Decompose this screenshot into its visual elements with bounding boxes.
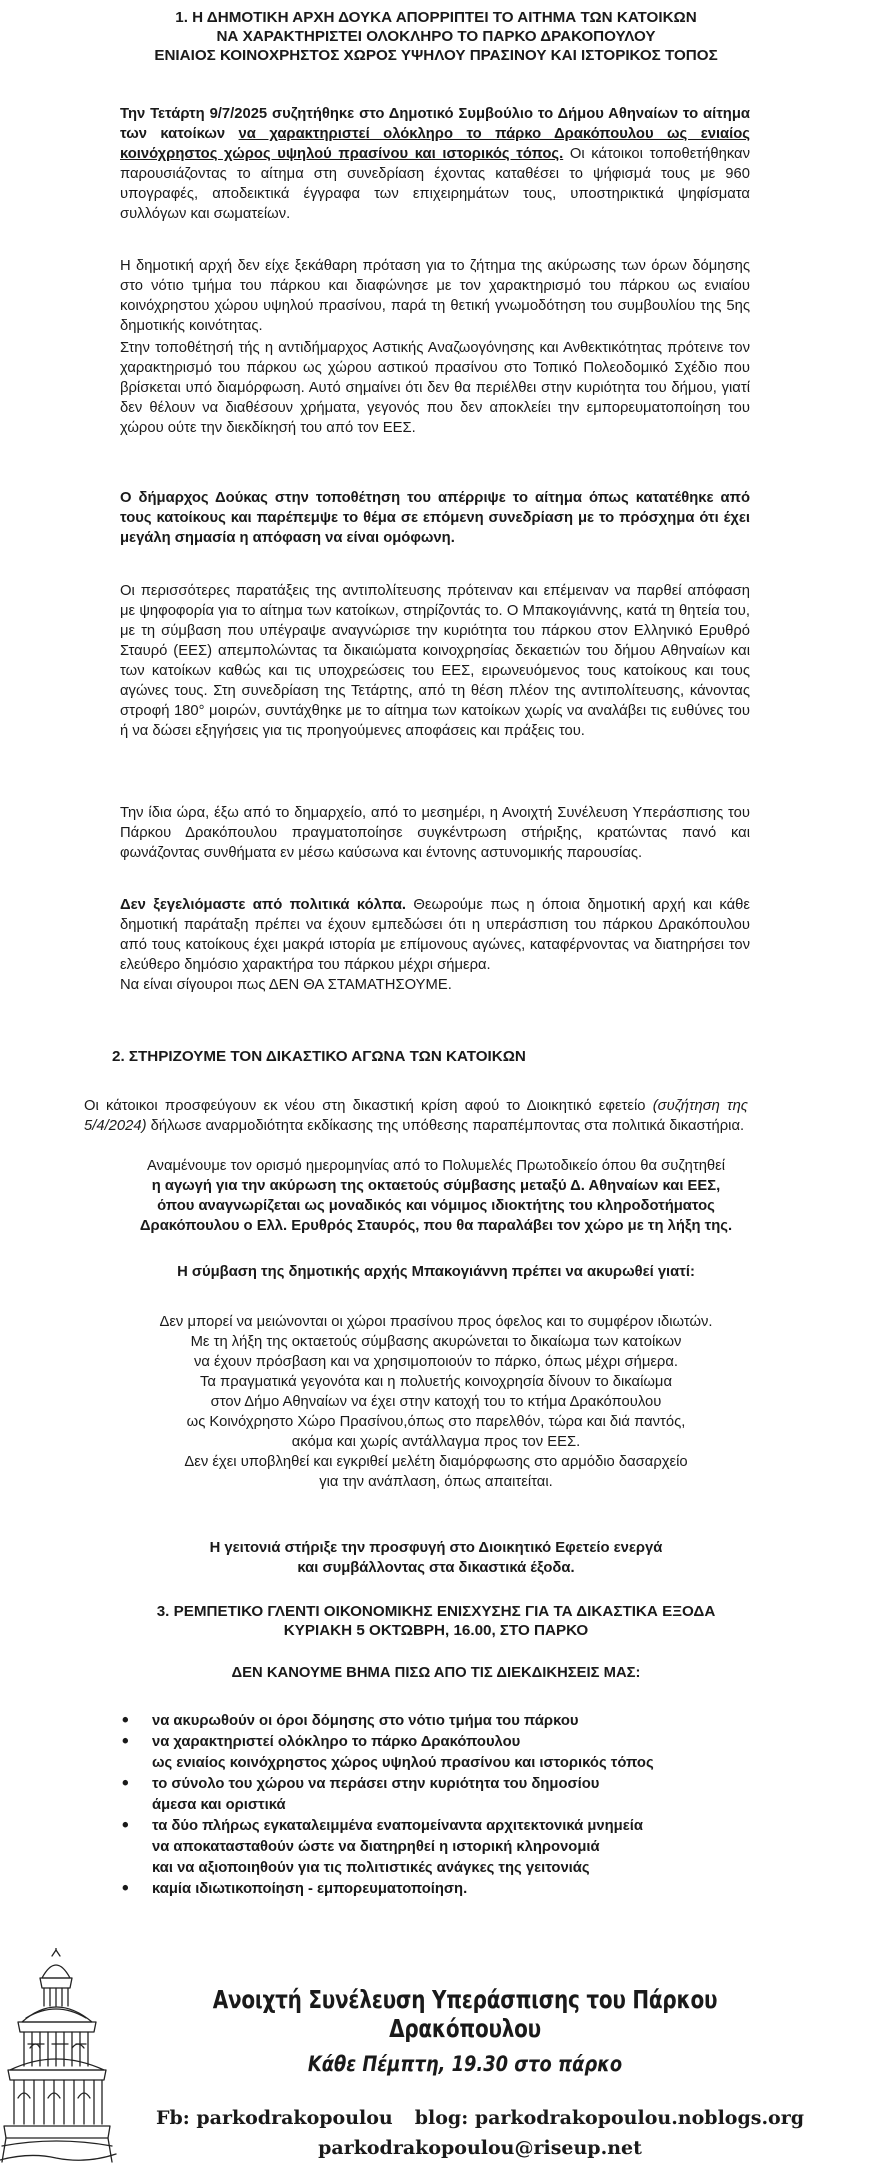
section2-support-note [0, 1538, 872, 1578]
demand-line: και να αξιοποιηθούν για τις πολιτιστικές ανάγκες της γειτονιάς [152, 1860, 590, 1876]
section1-title [0, 8, 872, 65]
reason-line: για την ανάπλαση, όπως απαιτείται. [319, 1474, 553, 1490]
park-tower-drawing [0, 1948, 120, 2174]
demand-line: άμεσα και οριστικά [152, 1797, 286, 1813]
section1-title-line1: 1. Η ΔΗΜΟΤΙΚΗ ΑΡΧΗ ΔΟΥΚΑ ΑΠΟΡΡΙΠΤΕΙ ΤΟ ΑΙΤΗΜΑ ΤΩΝ ΚΑΤΟΙΚΩΝ [175, 9, 697, 26]
blog-link[interactable]: blog: parkodrakopoulou.noblogs.org [414, 2107, 805, 2129]
demands-heading: ΔΕΝ ΚΑΝΟΥΜΕ ΒΗΜΑ ΠΙΣΩ ΑΠΟ ΤΙΣ ΔΙΕΚΔΙΚΗΣΕΙΣ ΜΑΣ: [231, 1665, 641, 1681]
s2p2-line4: Δρακόπουλου ο Ελλ. Ερυθρός Σταυρός, που θα παραλάβει τον χώρο με τη λήξη της. [139, 1218, 733, 1234]
support-line2: και συμβάλλοντας στα δικαστικά έξοδα. [297, 1560, 575, 1576]
p1-rest-text: Οι κάτοικοι τοποθετήθηκαν παρουσιάζοντας το αίτημα στη συνεδρίαση έχοντας καταθέσει το ψήφισμά τους με 960 υπογραφές, αποδεικτικά έγγραφα των επιχειρημάτων τους, υποστηρικτικά ψηφίσματα συλλόγων και σωματείων. [120, 146, 750, 222]
section1-paragraph1 [120, 104, 750, 224]
list-item [118, 1732, 778, 1774]
s2p2-line1: Αναμένουμε τον ορισμό ημερομηνίας από το Πολυμελές Πρωτοδικείο όπου θα συζητηθεί [146, 1158, 726, 1174]
s2p1-text-a: Οι κάτοικοι προσφεύγουν εκ νέου στη δικαστική κρίση αφού το Διοικητικό εφετείο [84, 1098, 653, 1114]
section1-closing-line: Να είναι σίγουροι πως ΔΕΝ ΘΑ ΣΤΑΜΑΤΗΣΟΥΜΕ. [120, 977, 452, 993]
reason-line: Με τη λήξη της οκταετούς σύμβασης ακυρώνεται το δικαίωμα των κατοίκων [190, 1334, 682, 1350]
reason-line: Τα πραγματικά γεγονότα και η πολυετής κοινοχρησία δίνουν το δικαίωμα [199, 1374, 672, 1390]
section2-reasons [0, 1312, 872, 1492]
section1-paragraph6: Την ίδια ώρα, έξω από το δημαρχείο, από το μεσημέρι, η Ανοιχτή Συνέλευση Υπεράσπισης του Πάρκου Δρακόπουλου πραγματοποίησε συγκέντρωση στήριξης, κρατώντας πανό και φωνάζοντας συνθήματα εν μέσω καύσωνα και έντονης αστυνομικής παρουσίας. [120, 805, 750, 861]
s2p2-line2: η αγωγή για την ακύρωση της οκταετούς σύμβασης μεταξύ Δ. Αθηναίων και ΕΕΣ, [151, 1178, 721, 1194]
section1-paragraph3: Στην τοποθέτησή τής η αντιδήμαρχος Αστικής Αναζωογόνησης και Ανθεκτικότητας πρότεινε τον χαρακτηρισμό του πάρκου ως χώρου αστικού πρασίνου στο Τοπικό Πολεοδομικό Σχέδιο που βρίσκεται υπό διαμόρφωση. Αυτό σημαίνει ότι δεν θα περιέλθει στην κυριότητα του δήμου, γιατί δεν θέλουν να διαθέσουν χρήματα, γεγονός που δεν αποκλείει την εμπορευματοποίηση του χώρου ούτε την διεκδίκησή του από τον ΕΕΣ. [120, 340, 750, 436]
demand-line: • το σύνολο του χώρου να περάσει στην κυριότητα του δημοσίου [152, 1776, 600, 1792]
section3-title-line1: 3. ΡΕΜΠΕΤΙΚΟ ΓΛΕΝΤΙ ΟΙΚΟΝΟΜΙΚΗΣ ΕΝΙΣΧΥΣΗΣ ΓΙΑ ΤΑ ΔΙΚΑΣΤΙΚΑ ΕΞΟΔΑ [156, 1603, 716, 1620]
footer-assembly-name: Ανοιχτή Συνέλευση Υπεράσπισης του Πάρκου Δρακόπουλου [212, 1985, 718, 2043]
p7-rest-text: Θεωρούμε πως η όποια δημοτική αρχή και κάθε δημοτική παράταξη πρέπει να έχουν εμπεδώσει ότι η υπεράσπιση του πάρκου Δρακόπουλου από τους κατοίκους έχει μακρά ιστορία με επίμονους αγώνες, καταφέρνοντας να διατηρήσει τον ελεύθερο δημόσιο χαρακτήρα του πάρκου μέχρι σήμερα. [120, 897, 750, 973]
demand-line: • να ακυρωθούν οι όροι δόμησης στο νότιο τμήμα του πάρκου [152, 1713, 579, 1729]
reason-line: ακόμα και χωρίς αντάλλαγμα προς τον ΕΕΣ. [291, 1434, 581, 1450]
section2-paragraph1 [84, 1096, 748, 1136]
email-link[interactable]: parkodrakopoulou@riseup.net [318, 2137, 642, 2159]
footer-social-line [130, 2103, 830, 2133]
list-item [118, 1879, 778, 1900]
p1-bold-text: Την Τετάρτη 9/7/2025 συζητήθηκε στο Δημοτικό Συμβούλιο το Δήμου Αθηναίων το αίτημα των κατοίκων [120, 106, 750, 142]
reason-line: να έχουν πρόσβαση και να χρησιμοποιούν το πάρκο, όπως μέχρι σήμερα. [193, 1354, 679, 1370]
s2p1-text-b: δήλωσε αναρμοδιότητα εκδίκασης της υπόθεσης παραπέμποντας στα πολιτικά δικαστήρια. [146, 1118, 745, 1134]
section1-paragraph4: Ο δήμαρχος Δούκας στην τοποθέτηση του απέρριψε το αίτημα όπως κατατέθηκε από τους κατοίκους και παρέπεμψε το θέμα σε επόμενη συνεδρίαση με το πρόσχημα ότι έχει μεγάλη σημασία η απόφαση να είναι ομόφωνη. [120, 490, 750, 546]
section3-title-line2: ΚΥΡΙΑΚΗ 5 ΟΚΤΩΒΡΗ, 16.00, ΣΤΟ ΠΑΡΚΟ [283, 1622, 589, 1639]
support-line1: Η γειτονιά στήριξε την προσφυγή στο Διοικητικό Εφετείο ενεργά [209, 1540, 663, 1556]
section3-title [0, 1602, 872, 1640]
list-item [118, 1774, 778, 1816]
footer-links [130, 2103, 830, 2163]
demand-line: • τα δύο πλήρως εγκαταλειμμένα εναπομείναντα αρχιτεκτονικά μνημεία [152, 1818, 643, 1834]
demand-line: • καμία ιδιωτικοποίηση - εμπορευματοποίηση. [152, 1881, 468, 1897]
reason-line: ως Κοινόχρηστο Χώρο Πρασίνου,όπως στο παρελθόν, τώρα και διά παντός, [186, 1414, 686, 1430]
p7-bold-text: Δεν ξεγελιόμαστε από πολιτικά κόλπα. [120, 897, 407, 913]
reason-line: Δεν έχει υποβληθεί και εγκριθεί μελέτη διαμόρφωσης στο αρμόδιο δασαρχείο [184, 1454, 688, 1470]
section1-paragraph2: Η δημοτική αρχή δεν είχε ξεκάθαρη πρόταση για το ζήτημα της ακύρωσης των όρων δόμησης στο νότιο τμήμα του πάρκου και διαφώνησε με τον χαρακτηρισμό του πάρκου ως ενιαίου κοινόχρηστου χώρου υψηλού πρασίνου, παρά τη θετική γνωμοδότηση του συμβουλίου της 5ης δημοτικής κοινότητας. [120, 258, 750, 334]
p1-underlined-demand: να χαρακτηριστεί ολόκληρο το πάρκο Δρακόπουλου ως ενιαίος κοινόχρηστος χώρος υψηλού πρασίνου και ιστορικός τόπος. [120, 126, 750, 162]
reason-line: στον Δήμο Αθηναίων να έχει στην κατοχή του το κτήμα Δρακόπουλου [210, 1394, 662, 1410]
section1-title-line3: ΕΝΙΑΙΟΣ ΚΟΙΝΟΧΡΗΣΤΟΣ ΧΩΡΟΣ ΥΨΗΛΟΥ ΠΡΑΣΙΝΟΥ ΚΑΙ ΙΣΤΟΡΙΚΟΣ ΤΟΠΟΣ [154, 47, 718, 64]
demand-line: ως ενιαίος κοινόχρηστος χώρος υψηλού πρασίνου και ιστορικός τόπος [152, 1755, 654, 1771]
reason-line: Δεν μπορεί να μειώνονται οι χώροι πρασίνου προς όφελος και το συμφέρον ιδιωτών. [159, 1314, 713, 1330]
section1-paragraph7 [120, 895, 750, 975]
demands-list [118, 1711, 778, 1900]
demand-line: να αποκατασταθούν ώστε να διατηρηθεί η ιστορική κληρονομιά [152, 1839, 600, 1855]
facebook-link[interactable]: Fb: parkodrakopoulou [155, 2107, 393, 2129]
list-item [118, 1711, 778, 1732]
s2p1-italic-date: (συζήτηση της 5/4/2024) [84, 1098, 749, 1134]
footer-meeting-time: Κάθε Πέμπτη, 19.30 στο πάρκο [307, 2052, 623, 2076]
section2-title: 2. ΣΤΗΡΙΖΟΥΜΕ ΤΟΝ ΔΙΚΑΣΤΙΚΟ ΑΓΩΝΑ ΤΩΝ ΚΑΤΟΙΚΩΝ [112, 1048, 526, 1065]
s2p2-line3: όπου αναγνωρίζεται ως μοναδικός και νόμιμος ιδιοκτήτης του κληροδοτήματος [157, 1198, 715, 1214]
section1-title-line2: ΝΑ ΧΑΡΑΚΤΗΡΙΣΤΕΙ ΟΛΟΚΛΗΡΟ ΤΟ ΠΑΡΚΟ ΔΡΑΚΟΠΟΥΛΟΥ [216, 28, 656, 45]
section1-paragraph5: Οι περισσότερες παρατάξεις της αντιπολίτευσης πρότειναν και επέμειναν να παρθεί απόφαση με ψηφοφορία για το αίτημα των κατοίκων, στηρίζοντάς το. Ο Μπακογιάννης, κατά τη θητεία του, με τη σύμβαση που υπέγραψε αναγνώρισε την κυριότητα του πάρκου στον Ελληνικό Ερυθρό Σταυρό (ΕΕΣ) απεμπολώντας τα δικαιώματα κοινοχρησίας δεκαετιών του δήμου Αθηναίων και των κατοίκων καθώς και τις υποχρεώσεις του ΕΕΣ, ειρωνευόμενος τους κατοίκους και τους αγώνες τους. Στη συνεδρίαση της Τετάρτης, από τη θέση πλέον της αντιπολίτευσης, κάνοντας στροφή 180° μοιρών, συντάχθηκε με το αίτημα των κατοίκων χωρίς να αναλάβει τις ευθύνες του ή να δώσει εξηγήσεις για τις προηγούμενες αποφάσεις και πράξεις του. [120, 583, 750, 739]
section2-paragraph2 [0, 1156, 872, 1236]
list-item [118, 1816, 778, 1879]
section2-heading: Η σύμβαση της δημοτικής αρχής Μπακογιάννη πρέπει να ακυρωθεί γιατί: [177, 1264, 695, 1280]
demand-line: • να χαρακτηριστεί ολόκληρο το πάρκο Δρακόπουλου [152, 1734, 521, 1750]
